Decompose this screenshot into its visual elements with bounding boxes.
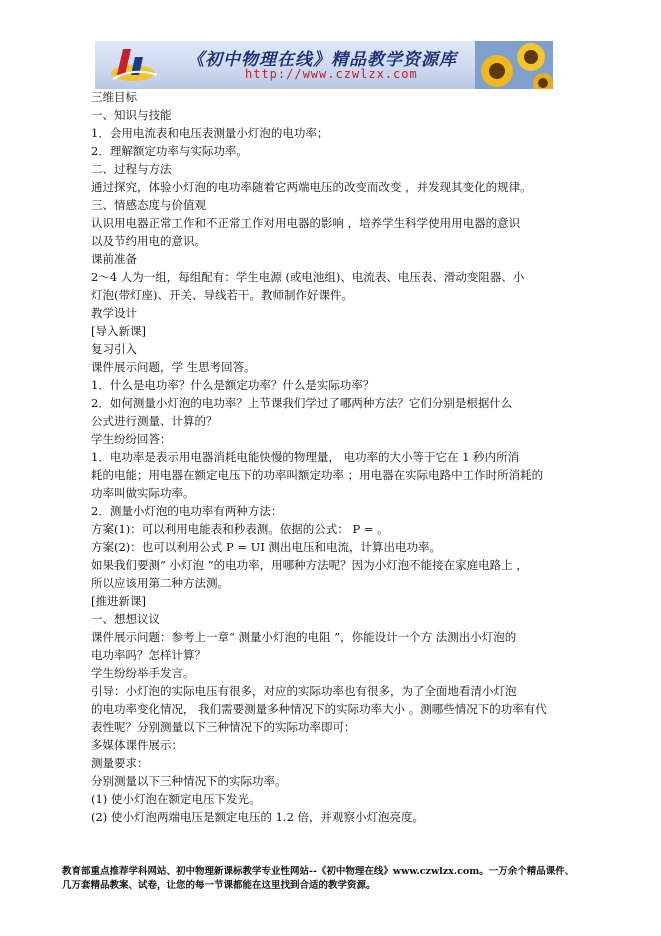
text-line: 以及节约用电的意识。 xyxy=(91,234,206,248)
text-line: 复习引入 xyxy=(91,342,137,356)
text-line: 引导：小灯泡的实际电压有很多，对应的实际功率也有很多，为了全面地看清小灯泡 xyxy=(91,684,517,698)
footer-line: 教育部重点推荐学科网站、初中物理新课标教学专业性网站--《初中物理在线》www.czwlzx.com。一万余个精品课件、 xyxy=(62,866,575,877)
banner-title: 《初中物理在线》精品教学资源库 xyxy=(187,50,457,70)
text-line: 课件展示问题，学 生思考回答。 xyxy=(91,360,256,374)
text-line: 耗的电能；用电器在额定电压下的功率叫额定功率 ；用电器在实际电路中工作时所消耗的 xyxy=(91,468,544,482)
text-line: 方案(1)：可以利用电能表和秒表测。依据的公式： P = 。 xyxy=(91,522,389,536)
text-line: 所以应该用第二种方法测。 xyxy=(91,576,229,590)
text-line: 认识用电器正常工作和不正常工作对用电器的影响 ，培养学生科学使用用电器的意识 xyxy=(91,216,521,230)
footer-line: 几万套精品教案、试卷，让您的每一节课都能在这里找到合适的教学资源。 xyxy=(62,880,376,891)
text-line: 方案(2)：也可以利用公式 P = UI 测出电压和电流，计算出电功率。 xyxy=(91,540,442,554)
text-line: (2) 使小灯泡两端电压是额定电压的 1.2 倍，并观察小灯泡亮度。 xyxy=(91,810,425,824)
text-line: 三、情感态度与价值观 xyxy=(91,198,206,212)
text-line: 2．理解额定功率与实际功率。 xyxy=(91,144,248,158)
text-line: 表性呢？分别测量以下三种情况下的实际功率即可： xyxy=(91,720,356,734)
text-line: 三维目标 xyxy=(91,90,137,104)
header-banner xyxy=(95,41,553,89)
text-line: 学生纷纷回答： xyxy=(91,432,172,446)
text-line: 如果我们要测“ 小灯泡 ”的电功率，用哪种方法呢？因为小灯泡不能接在家庭电路上 ， xyxy=(91,558,528,572)
text-line: 1．电功率是表示用电器消耗电能快慢的物理量， 电功率的大小等于它在 1 秒内所消 xyxy=(91,450,520,464)
text-line: 课前准备 xyxy=(91,252,137,266)
text-line: 2．如何测量小灯泡的电功率？上节课我们学过了哪两种方法？它们分别是根据什么 xyxy=(91,396,513,410)
banner-url: http://www.czwlzx.com xyxy=(245,67,418,81)
text-line: (1) 使小灯泡在额定电压下发光。 xyxy=(91,792,261,806)
text-line: 2．测量小灯泡的电功率有两种方法： xyxy=(91,504,283,518)
text-line: 2～4 人为一组，每组配有：学生电源 (或电池组)、电流表、电压表、滑动变阻器、小 xyxy=(91,270,525,284)
text-line: 分别测量以下三种情况下的实际功率。 xyxy=(91,774,287,788)
sunflower-icon xyxy=(475,41,553,89)
text-line: [推进新课] xyxy=(91,594,146,608)
text-line: 1．什么是电功率？什么是额定功率？什么是实际功率？ xyxy=(91,378,375,392)
text-line: 通过探究，体验小灯泡的电功率随着它两端电压的改变而改变 ，并发现其变化的规律。 xyxy=(91,180,532,194)
text-line: 测量要求： xyxy=(91,756,149,770)
site-logo-icon xyxy=(109,45,161,85)
text-line: 1．会用电流表和电压表测量小灯泡的电功率； xyxy=(91,126,329,140)
text-line: [导入新课] xyxy=(91,324,146,338)
text-line: 一、知识与技能 xyxy=(91,108,172,122)
text-line: 一、想想议议 xyxy=(91,612,160,626)
text-line: 教学设计 xyxy=(91,306,137,320)
text-line: 的电功率变化情况， 我们需要测量多种情况下的实际功率大小 。测哪些情况下的功率有代 xyxy=(91,702,547,716)
text-line: 电功率吗？怎样计算？ xyxy=(91,648,206,662)
text-line: 学生纷纷举手发言。 xyxy=(91,666,195,680)
text-line: 课件展示问题：参考上一章“ 测量小灯泡的电阻 ”，你能设计一个方 法测出小灯泡的 xyxy=(91,630,517,644)
text-line: 公式进行测量、计算的？ xyxy=(91,414,218,428)
text-line: 二、过程与方法 xyxy=(91,162,172,176)
text-line: 灯泡(带灯座)、开关、导线若干。教师制作好课件。 xyxy=(91,288,353,302)
text-line: 功率叫做实际功率。 xyxy=(91,486,195,500)
text-line: 多媒体课件展示： xyxy=(91,738,183,752)
